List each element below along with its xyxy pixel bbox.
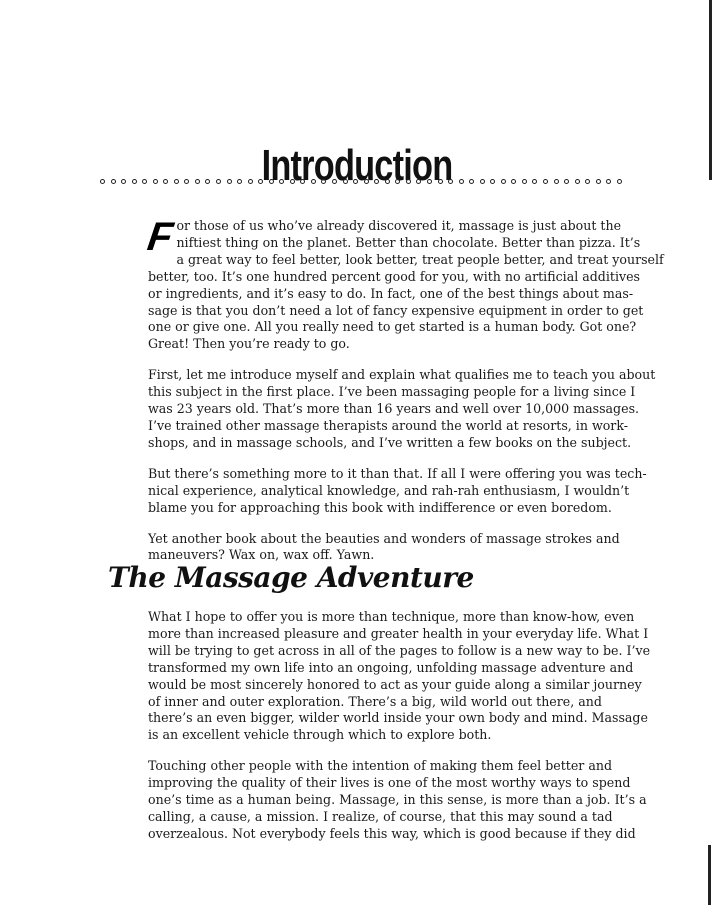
text-line: calling, a cause, a mission. I realize, of course, that this may sound a tad (148, 808, 613, 824)
dot-ornament (195, 179, 200, 184)
paragraph (144, 215, 664, 353)
dot-ornament (606, 179, 611, 184)
dot-ornament (205, 179, 210, 184)
dot-ornament (332, 179, 337, 184)
dot-ornament (364, 179, 369, 184)
dot-ornament (575, 179, 580, 184)
dot-ornament (153, 179, 158, 184)
dot-ornament (258, 179, 263, 184)
text-line: better, too. It’s one hundred percent good for you, with no artificial additives (148, 268, 641, 284)
scan-edge-top (709, 0, 712, 180)
text-line: would be most sincerely honored to act as your guide along a similar journey (148, 676, 642, 692)
text-line: there’s an even bigger, wilder world inside your own body and mind. Massage (148, 710, 648, 726)
dot-ornament (554, 179, 559, 184)
paragraph (148, 531, 618, 565)
dot-ornament (290, 179, 295, 184)
dot-ornament (353, 179, 358, 184)
dot-ornament (501, 179, 506, 184)
decorative-dot-rule (100, 179, 622, 184)
text-line: I’ve trained other massage therapists around the world at resorts, in work- (148, 417, 628, 433)
dot-ornament (406, 179, 411, 184)
chapter-title: Introduction (261, 141, 453, 191)
text-line: What I hope to offer you is more than technique, more than know-how, even (148, 609, 635, 624)
dot-ornament (522, 179, 527, 184)
dot-ornament (174, 179, 179, 184)
dot-ornament (227, 179, 232, 184)
dot-ornament (543, 179, 548, 184)
section-body (148, 609, 651, 857)
dot-ornament (585, 179, 590, 184)
text-line: is an excellent vehicle through which to explore both. (148, 727, 492, 743)
dot-ornament (480, 179, 485, 184)
text-line: one or give one. All you really need to get started is a human body. Got one? (148, 319, 637, 335)
dot-ornament (469, 179, 474, 184)
dot-ornament (300, 179, 305, 184)
text-line: nical experience, analytical knowledge, and rah-rah enthusiasm, I wouldn’t (148, 482, 630, 498)
dot-ornament (184, 179, 189, 184)
dot-ornament (564, 179, 569, 184)
dot-ornament (385, 179, 390, 184)
dot-ornament (279, 179, 284, 184)
paragraph (148, 367, 656, 452)
dot-ornament (163, 179, 168, 184)
text-line: overzealous. Not everybody feels this way, which is good because if they did (148, 825, 636, 841)
dot-ornament (343, 179, 348, 184)
text-line: or ingredients, and it’s easy to do. In fact, one of the best things about mas- (148, 285, 634, 301)
text-line: one’s time as a human being. Massage, in this sense, is more than a job. It’s a (148, 792, 647, 808)
dot-ornament (121, 179, 126, 184)
text-line: transformed my own life into an ongoing, unfolding massage adventure and (148, 659, 634, 675)
dot-ornament (427, 179, 432, 184)
text-line: Touching other people with the intention of making them feel better and (148, 758, 613, 774)
drop-cap: F (144, 215, 176, 259)
dot-ornament (216, 179, 221, 184)
dot-ornament (311, 179, 316, 184)
paragraph (148, 465, 647, 517)
dot-ornament (490, 179, 495, 184)
intro-body (144, 215, 664, 578)
dot-ornament (374, 179, 379, 184)
dot-ornament (100, 179, 105, 184)
dot-ornament (142, 179, 147, 184)
paragraph (148, 758, 647, 843)
dot-ornament (596, 179, 601, 184)
dot-ornament (132, 179, 137, 184)
text-line: this subject in the first place. I’ve been massaging people for a living since I (148, 384, 636, 400)
text-line: more than increased pleasure and greater health in your everyday life. What I (148, 625, 649, 641)
text-line: or those of us who’ve already discovered it, massage is just about the (176, 218, 622, 233)
text-line: will be trying to get across in all of the pages to follow is a new way to be. I’ve (148, 642, 651, 658)
dot-ornament (532, 179, 537, 184)
dot-ornament (459, 179, 464, 184)
text-line: was 23 years old. That’s more than 16 years and well over 10,000 massages. (148, 401, 640, 417)
scan-edge-bottom (708, 845, 711, 905)
dot-ornament (269, 179, 274, 184)
text-line: But there’s something more to it than that. If all I were offering you was tech- (148, 465, 647, 481)
text-line: First, let me introduce myself and explain what qualifies me to teach you about (148, 367, 656, 383)
text-line: sage is that you don’t need a lot of fancy expensive equipment in order to get (148, 302, 644, 318)
dot-ornament (511, 179, 516, 184)
text-line: Yet another book about the beauties and wonders of massage strokes and (148, 530, 620, 546)
text-line: of inner and outer exploration. There’s a big, wild world out there, and (148, 693, 602, 709)
text-line: Great! Then you’re ready to go. (148, 336, 350, 352)
dot-ornament (617, 179, 622, 184)
paragraph (148, 609, 651, 744)
dot-ornament (416, 179, 421, 184)
text-line: improving the quality of their lives is one of the most worthy ways to spend (148, 775, 631, 791)
text-line: shops, and in massage schools, and I’ve written a few books on the subject. (148, 434, 632, 450)
dot-ornament (438, 179, 443, 184)
dot-ornament (321, 179, 326, 184)
dot-ornament (237, 179, 242, 184)
text-line: maneuvers? Wax on, wax off. Yawn. (148, 547, 375, 563)
section-heading: The Massage Adventure (108, 561, 474, 594)
dot-ornament (111, 179, 116, 184)
dot-ornament (248, 179, 253, 184)
text-line: blame you for approaching this book with indifference or even boredom. (148, 499, 612, 515)
dot-ornament (395, 179, 400, 184)
text-line: niftiest thing on the planet. Better than chocolate. Better than pizza. It’s (176, 234, 641, 250)
text-line: a great way to feel better, look better, treat people better, and treat yourself (176, 251, 664, 267)
dot-ornament (448, 179, 453, 184)
